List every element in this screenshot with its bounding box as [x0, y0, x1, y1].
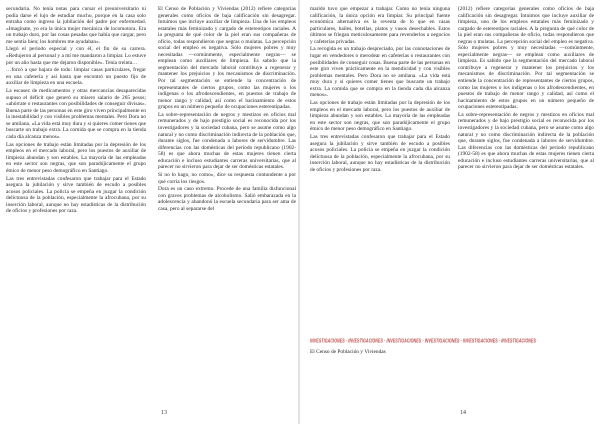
paragraph: El Censo de Población y Viviendas (2012) refiere categorías generales como oficios de baja calificación sin desagregar. Intuimos que incluye auxiliar de limpieza. Una de los empleos estatales más feminizado y cargado de estereotipos raciales. A la pregunta de qué color de la piel eran sus compañeras de oficio, todas respondieron que negras o mulatas. La percepción social del empleo es negativa. Sólo mujeres pobres y muy necesitadas —comúnmente, especialmente negras— se emplean como auxiliares de limpieza. Es sabido que la segmentación del mercado laboral contribuye a regenerar y mantener los prejuicios y los mecanismos de discriminación. Por tal segmentación se entiende la concentración de representantes de ciertos grupos, como las mujeres o los indígenas o los afrodescendientes, en puestos de trabajo de menor rango y calidad, así como el hacinamiento de estos grupos en un número pequeño de ocupaciones estereotipadas.: [158, 6, 296, 111]
left-page-column-2: [158, 6, 296, 391]
left-page-column-1: [6, 6, 146, 391]
section-banner-image: [310, 337, 536, 345]
paragraph: (2012) refiere categorías generales como oficios de baja calificación sin desagregar. Intuimos que incluye auxiliar de limpieza, uno de los empleos estatales más feminizado y cargado de estereotipos raciales. A la pregunta de qué color de la piel eran sus compañeras de oficio, todas respondieron que negras o mulatas. La percepción social del empleo es negativa. Sólo mujeres pobres y muy necesitadas —comúnmente, especialmente negras— se emplean como auxiliares de limpieza. Es sabido que la segmentación del mercado laboral contribuye a regenerar y mantener los prejuicios y los mecanismos de discriminación. Por tal segmentación se entiende la concentración de representantes de ciertos grupos, como las mujeres o los indígenas o los afrodescendientes, en puestos de trabajo de menor rango y calidad, así como el hacinamiento de estos grupos en un número pequeño de ocupaciones estereotipadas.: [458, 6, 594, 111]
page-number-right: 14: [460, 410, 466, 416]
paragraph: La sobre-representación de negros y mestizos en oficios mal remunerados y de bajo prestigio social es reconocida por los investigadores y la sociedad cubana, pero se asume como algo natural y no como discriminación indirecta de la población que, durante siglos, fue condenada a labores de servidumbre. Las diferencias con las domésticas del período republicano (1902-58) es que ahora muchas de estas mujeres tienen cierta educación e incluso estudiantes carreras universitarias, que al parecer no sirvieron para dejar de ser domésticas estatales.: [458, 111, 594, 171]
paragraph: Las tres entrevistadas confesaron que trabajar para el Estado asegura la jubilación y sirve también de escudo a posibles acosos policiales. La policía se empeña en juzgar la condición delictuosa de la población, especialmente la afrocubana, por su inserción laboral, aunque no hay estadísticas de la distribución de oficios y profesiones por raza.: [310, 133, 450, 173]
right-page-column-2: [458, 6, 594, 391]
paragraph: marido tuvo que empezar a trabajar. Como no tenía ninguna calificación, la única opción era limpiar. Su principal fuente económica alternativa es la reventa de lo que en casas particulares, bailes, botellas, platos y vasos desechables. Estos últimos se fríegan meticulosamente para revenderlos a negocios y cafeterías privadas.: [310, 6, 450, 45]
paragraph: Las tres entrevistadas confesaron que trabajar para el Estado asegura la jubilación y sirve también de escudo a posibles acosos policiales. La policía se empeña en juzgar la condición delictuosa de la población, especialmente la afrocubana, por su inserción laboral, aunque no hay estadísticas de la distribución de oficios y profesiones por raza.: [6, 175, 146, 215]
paragraph: La sobre-representación de negros y mestizos en oficios mal remunerados y de bajo prestigio social es reconocida por los investigadores y la sociedad cubana, pero se asume como algo natural y no como discriminación indirecta de la población que, durante siglos, fue condenada a labores de servidumbre. Las diferencias con las domésticas del período republicano (1902-58) es que ahora muchas de estas mujeres tienen cierta educación e incluso estudiantes carreras universitarias, que al parecer no sirvieron para dejar de ser domésticas estatales.: [158, 111, 296, 171]
paragraph: El Censo de Población y Viviendas: [310, 349, 386, 355]
paragraph: Las opciones de trabajo están limitadas por la depresión de los empleos en el mercado laboral, pero los puestos de auxiliar de limpieza abundan y son estables. La mayoría de las empleadas en este sector son negras, que son paradójicamente el grupo étnico de menor peso demográfico en Santiago.: [310, 100, 450, 133]
book-gutter: [298, 0, 300, 424]
paragraph: …forzó a que bajara de todo: limpiar casas particulares, fregar en una cafetería y así hasta que encontró un puesto fijo de auxiliar de limpieza en una escuela.: [6, 67, 146, 87]
page-number-left: 13: [161, 410, 167, 416]
paragraph: Las opciones de trabajo están limitadas por la depresión de los empleos en el mercado laboral, pero los puestos de auxiliar de limpieza abundan y son estables. La mayoría de las empleadas en este sector son negras, que son paradójicamente el grupo étnico de menor peso demográfico en Santiago.: [6, 141, 146, 174]
right-page-column-1: [310, 6, 450, 334]
paragraph: secundaria. No tenía notas para cursar el preuniversitario ni podía darse el lujo de estudiar mucho, porque en la casa solo entraba como ingreso la jubilación del padre por enfermedad. «Imagínate, yo era la única mujer mecánica de locomotora. Era un trabajo duro, por las cosas pesadas que había que cargar, pero me sentía bien; los hombres me ayudaban».: [6, 6, 146, 45]
right-page-column-1-continued: [310, 349, 450, 385]
paragraph: Dora es un caso extremo. Procede de una familia disfuncional con graves problemas de alcoholismo. Salió embarazada en la adolescencia y abandonó la escuela secundaria para ser ama de casa, pero al separarse del: [158, 186, 296, 212]
paragraph: La recogida es un trabajo despreciado, por las connotaciones de lugar en vendedores o merodear en cafeterías o restaurantes con posibilidades de conseguir cosas. Buena parte de las personas en este giro viven prácticamente en la mendicidad y con visibles problemas mentales. Pero Dora no se amilana. «La vida está muy dura y si quieres comer tienes que buscarte un trabajo extra. La comida que se compra en la tienda cada día alcanza menos».: [310, 46, 450, 99]
paragraph: La escasez de medicamentos y otras mercancías desaparecidas supuso el déficit que generó su mísero salario de 265 pesos; «ahórrate o restaurantes con posibilidades de conseguir divisas». Buena parte de las personas en este giro viven principalmente en la inestabilidad y con visibles problemas mentales. Pero Dora no se amilana. «La vida está muy dura y si quieres comer tienes que buscarte un trabajo extra. La comida que se compra en la tienda cada día alcanza menos».: [6, 88, 146, 140]
paragraph: Llegó el periodo especial y con él, el fin de su carrera. «Redujeron al personal y a mí me mandaron a limpiar. Lo estuve por un año hasta que me dejaron disponible». Tenía treinta…: [6, 46, 146, 66]
section-banner-text: INVESTIGACIONES · INVESTIGACIONES · INVESTIGACIONES · INVESTIGACIONES · INVESTIGACIONES · INVESTIGACIONES: [310, 338, 536, 344]
paragraph: Si no lo hago, no como», dice su respuesta contundente a por qué corría los riesgos.: [158, 172, 296, 185]
